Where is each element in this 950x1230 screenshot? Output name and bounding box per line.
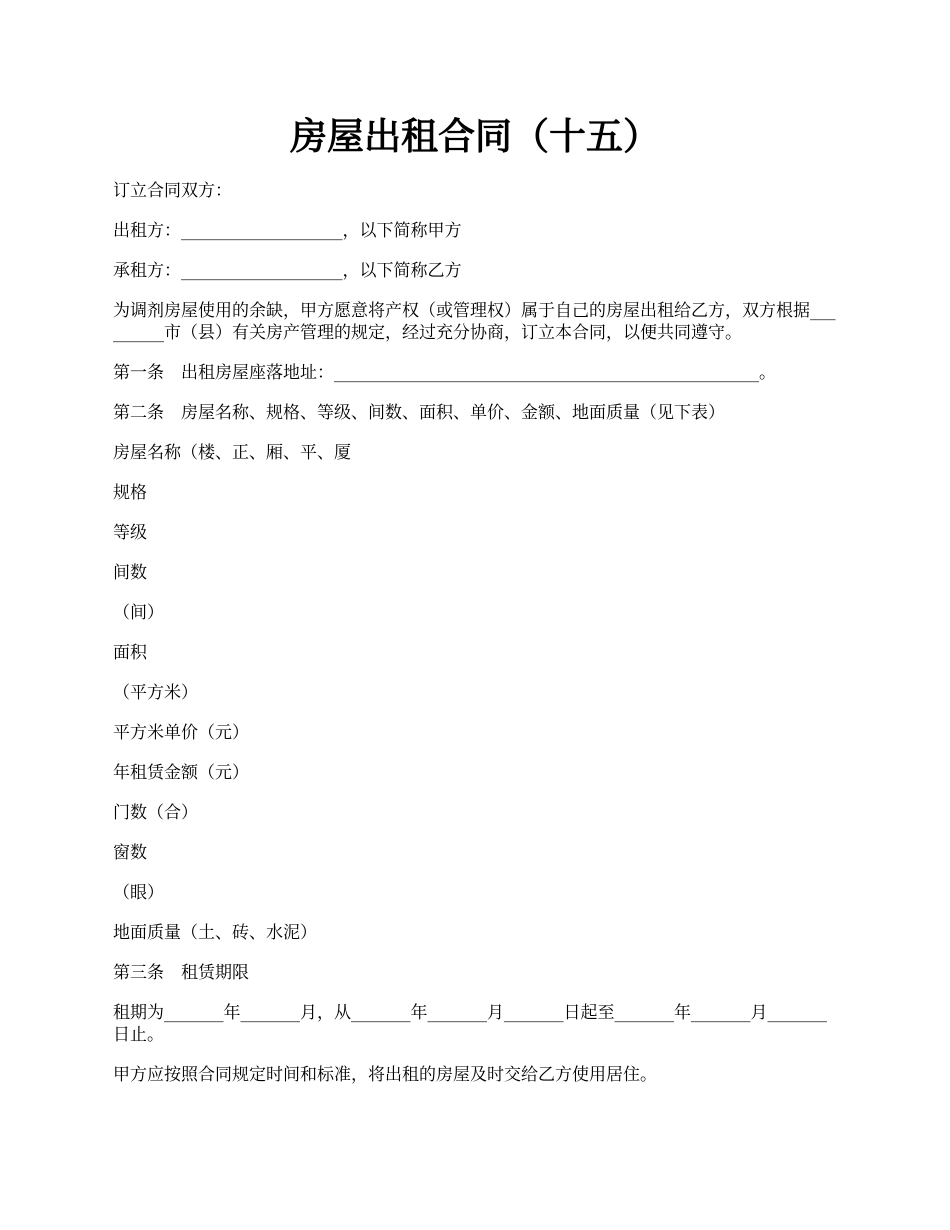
- table-field-annual-rent: 年租赁金额（元）: [113, 763, 249, 783]
- table-field-doors: 门数（合）: [113, 803, 198, 823]
- table-field-rooms: 间数: [113, 563, 147, 583]
- table-field-spec: 规格: [113, 483, 147, 503]
- lease-term-line: 租期为_______年_______月，从_______年_______月_______日起至_______年_______月_______日止。: [113, 1003, 827, 1045]
- article-3-heading: 第三条 租赁期限: [113, 963, 249, 983]
- table-field-area: 面积: [113, 643, 147, 663]
- table-field-windows-unit: （眼）: [113, 883, 164, 903]
- table-field-unit-price: 平方米单价（元）: [113, 723, 249, 743]
- parties-heading: 订立合同双方：: [113, 181, 232, 201]
- delivery-obligation: 甲方应按照合同规定时间和标准，将出租的房屋及时交给乙方使用居住。: [113, 1065, 657, 1085]
- article-1-address: 第一条 出租房屋座落地址：__________________________________________________。: [113, 363, 776, 383]
- preamble-paragraph: 为调剂房屋使用的余缺，甲方愿意将产权（或管理权）属于自己的房屋出租给乙方，双方根据_________市（县）有关房产管理的规定，经过充分协商，订立本合同，以便共同遵守。: [113, 301, 836, 343]
- document-body: [113, 180, 843, 1104]
- table-field-grade: 等级: [113, 523, 147, 543]
- table-field-rooms-unit: （间）: [113, 603, 164, 623]
- lessor-line: 出租方：___________________，以下简称甲方: [113, 221, 462, 241]
- article-2-heading: 第二条 房屋名称、规格、等级、间数、面积、单价、金额、地面质量（见下表）: [113, 403, 725, 423]
- table-field-floor-quality: 地面质量（土、砖、水泥）: [113, 923, 317, 943]
- table-field-house-name: 房屋名称（楼、正、厢、平、厦: [113, 443, 351, 463]
- table-field-windows: 窗数: [113, 843, 147, 863]
- lessee-line: 承租方：___________________，以下简称乙方: [113, 261, 462, 281]
- table-field-area-unit: （平方米）: [113, 683, 198, 703]
- document-title: 房屋出租合同（十五）: [290, 114, 660, 158]
